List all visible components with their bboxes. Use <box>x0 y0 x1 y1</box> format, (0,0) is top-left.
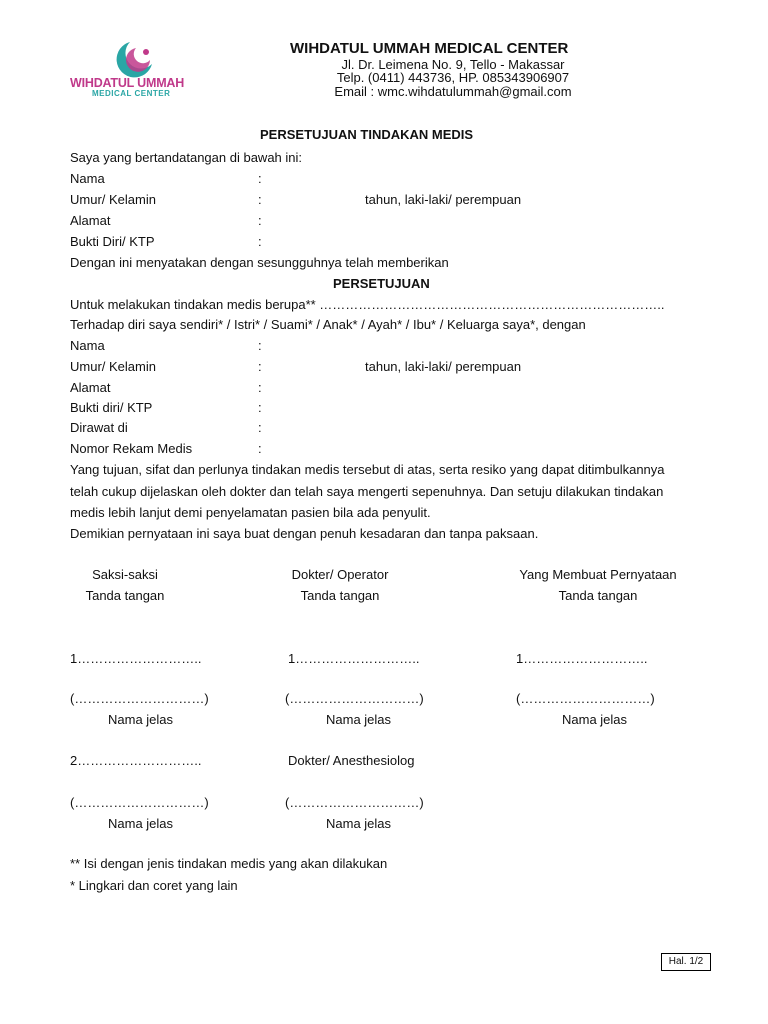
paragraph-line: Yang tujuan, sifat dan perlunya tindakan medis tersebut di atas, serta resiko yang dapat ditimbulkannya <box>70 462 665 477</box>
action-line: Untuk melakukan tindakan medis berupa** …………………………………………………………………….. <box>70 297 665 312</box>
witness-name-label: Nama jelas <box>108 712 174 727</box>
doctor-title: Dokter/ Operator <box>291 567 389 582</box>
field-label: Alamat <box>70 213 111 228</box>
field-colon: : <box>258 213 262 228</box>
declarant-line-1: 1……………………….. <box>516 651 648 666</box>
field-colon: : <box>258 441 262 456</box>
declarant-title: Yang Membuat Pernyataan <box>519 567 677 582</box>
declarant-name-label: Nama jelas <box>562 712 628 727</box>
clinic-name: WIHDATUL UMMAH MEDICAL CENTER <box>290 40 569 57</box>
field-colon: : <box>258 171 262 186</box>
clinic-email: Email : wmc.wihdatulummah@gmail.com <box>334 84 572 99</box>
witness-title: Saksi-saksi <box>92 567 158 582</box>
field-label: Nomor Rekam Medis <box>70 441 193 456</box>
anesthesiologist-name-label: Nama jelas <box>326 816 392 831</box>
page-number: Hal. 1/2 <box>661 953 711 971</box>
doctor-name-label: Nama jelas <box>326 712 392 727</box>
field-colon: : <box>258 234 262 249</box>
field-value: tahun, laki-laki/ perempuan <box>365 359 522 374</box>
section-subtitle: PERSETUJUAN <box>333 276 430 291</box>
statement-text: Dengan ini menyatakan dengan sesungguhnya telah memberikan <box>70 255 449 270</box>
witness-sign-label: Tanda tangan <box>85 588 165 603</box>
logo-text-primary: WIHDATUL UMMAH <box>70 76 185 90</box>
paragraph-line: medis lebih lanjut demi penyelamatan pasien bila ada penyulit. <box>70 505 431 520</box>
footnote-double-star: ** Isi dengan jenis tindakan medis yang akan dilakukan <box>70 856 388 871</box>
logo-text-secondary: MEDICAL CENTER <box>92 89 171 98</box>
witness-line-2: 2……………………….. <box>70 753 202 768</box>
field-label: Nama <box>70 171 105 186</box>
field-label: Dirawat di <box>70 420 128 435</box>
declarant-name-paren: (…………………………) <box>516 691 655 706</box>
witness2-name-paren: (…………………………) <box>70 795 209 810</box>
field-colon: : <box>258 420 262 435</box>
footnote-star: * Lingkari dan coret yang lain <box>70 878 238 893</box>
field-label: Nama <box>70 338 105 353</box>
field-label: Umur/ Kelamin <box>70 359 156 374</box>
field-colon: : <box>258 359 262 374</box>
field-colon: : <box>258 400 262 415</box>
paragraph-line: Demikian pernyataan ini saya buat dengan penuh kesadaran dan tanpa paksaan. <box>70 526 539 541</box>
field-value: tahun, laki-laki/ perempuan <box>365 192 522 207</box>
doctor-name-paren: (…………………………) <box>285 691 424 706</box>
relation-line: Terhadap diri saya sendiri* / Istri* / Suami* / Anak* / Ayah* / Ibu* / Keluarga saya*, dengan <box>70 317 586 332</box>
field-label: Bukti Diri/ KTP <box>70 234 155 249</box>
declarant-sign-label: Tanda tangan <box>558 588 638 603</box>
anesthesiologist-title: Dokter/ Anesthesiolog <box>288 753 415 768</box>
witness2-name-label: Nama jelas <box>108 816 174 831</box>
witness-name-paren: (…………………………) <box>70 691 209 706</box>
doctor-sign-label: Tanda tangan <box>300 588 380 603</box>
field-label: Alamat <box>70 380 111 395</box>
field-label: Umur/ Kelamin <box>70 192 156 207</box>
witness-line-1: 1……………………….. <box>70 651 202 666</box>
anesthesiologist-name-paren: (…………………………) <box>285 795 424 810</box>
intro-text: Saya yang bertandatangan di bawah ini: <box>70 150 303 165</box>
field-label: Bukti diri/ KTP <box>70 400 153 415</box>
field-colon: : <box>258 192 262 207</box>
paragraph-line: telah cukup dijelaskan oleh dokter dan telah saya mengerti sepenuhnya. Dan setuju dilakukan tindakan <box>70 484 664 499</box>
field-colon: : <box>258 338 262 353</box>
document-title: PERSETUJUAN TINDAKAN MEDIS <box>260 127 474 142</box>
doctor-line-1: 1……………………….. <box>288 651 420 666</box>
clinic-address: Jl. Dr. Leimena No. 9, Tello - Makassar <box>341 57 565 72</box>
clinic-phone: Telp. (0411) 443736, HP. 085343906907 <box>336 70 570 85</box>
field-colon: : <box>258 380 262 395</box>
